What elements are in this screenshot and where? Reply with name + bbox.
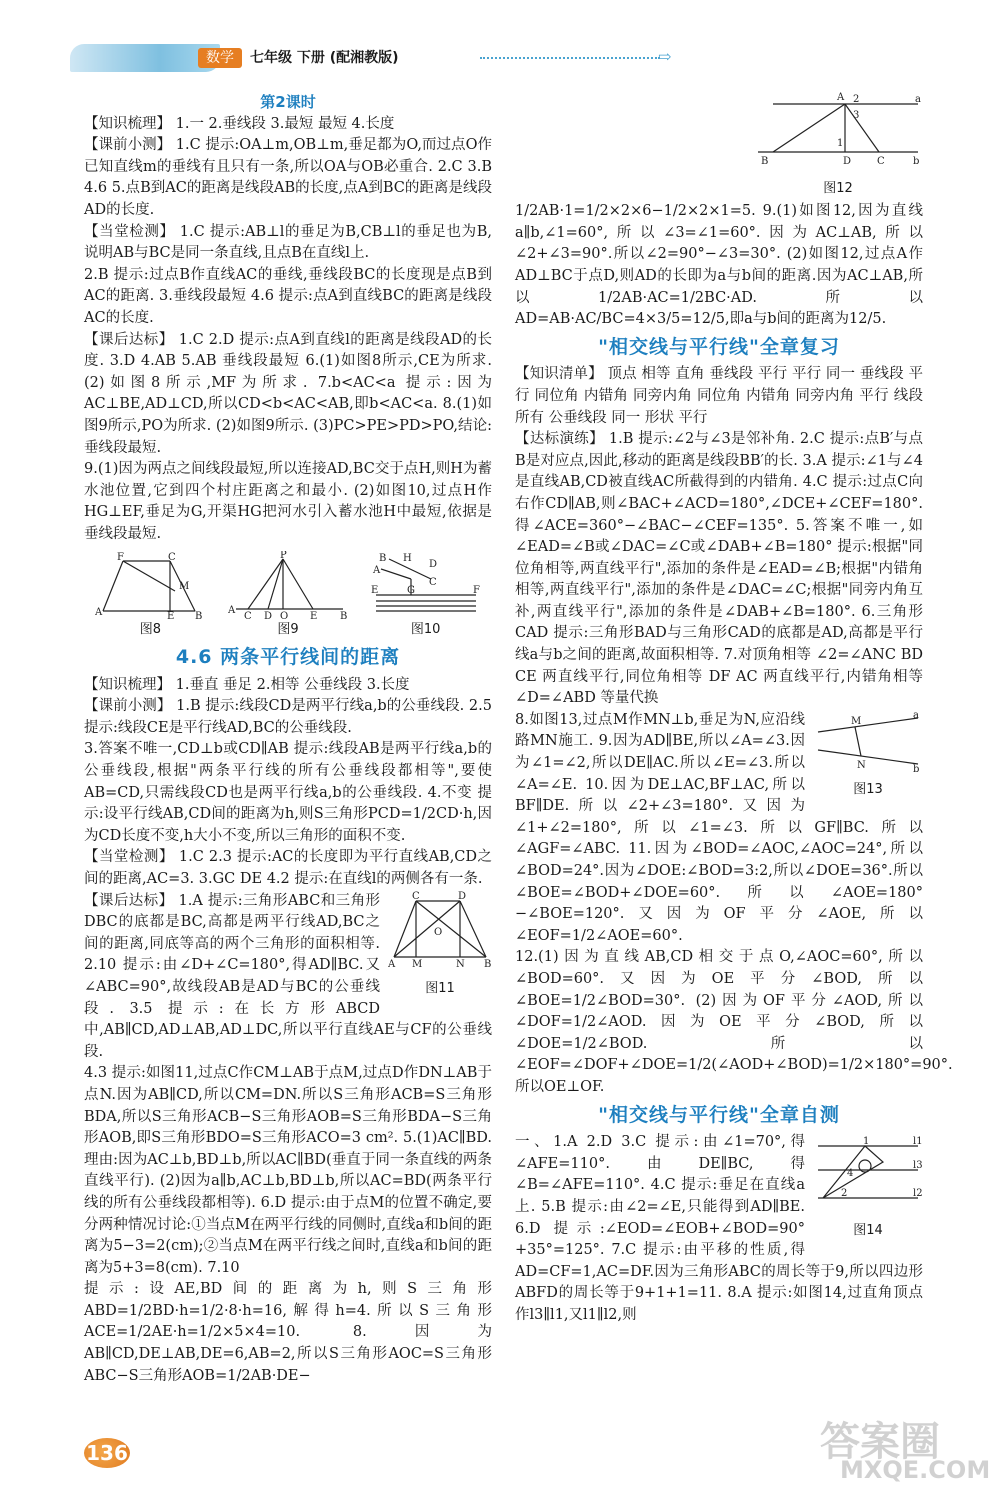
figure-caption: 图14: [853, 1222, 883, 1238]
answer-paragraph: 12.(1)因为直线AB,CD相交于点O,∠AOC=60°,所以∠BOD=60°.又因为OE平分∠BOD,所以∠BOE=1/2∠BOD=30°. (2)因为OF平分∠AOD,所以∠DOF=1/2∠AOD.因为OE平分∠BOD,所以∠DOE=1/2∠BOD.所以∠EOF=∠DOF+∠DOE=1/2(∠AOD+∠BOD)=1/2×180°=90°.所以OE⊥OF.: [515, 949, 953, 1095]
svg-text:2: 2: [841, 1188, 848, 1200]
subject-tag: 数学: [198, 48, 242, 68]
svg-text:B: B: [378, 553, 386, 565]
svg-text:A: A: [227, 605, 236, 617]
figure-10: [371, 551, 481, 641]
section-title: 4.6 两条平行线间的距离: [175, 646, 401, 669]
svg-text:1: 1: [837, 138, 844, 149]
header-text: 七年级 下册 (配湘教版): [250, 50, 399, 66]
svg-text:B: B: [761, 156, 769, 167]
header-dotted-line: [480, 57, 660, 59]
figure-11: [388, 891, 492, 1000]
svg-text:a: a: [913, 709, 919, 721]
svg-text:2: 2: [853, 94, 860, 105]
answer-paragraph: 9.(1)因为两点之间线段最短,所以连接AD,BC交于点H,则H为蓄水池位置,它到四个村庄距离之和最小. (2)如图10,过点H作HG⊥EF,垂足为G,开渠HG把河水引入蓄水池H中最短,依据是垂线段最短.: [84, 461, 492, 542]
answer-paragraph: 【课后达标】 1.A 提示:三角形ABC和三角形DBC的底都是BC,高都是两平行线AD,BC之间的距离,同底等高的两个三角形的面积相等. 2.10 提示:由∠D+∠C=180°,得AD∥BC.又∠ABC=90°,故线段AB是AD与BC的公垂线段. 3.5 提示:在长方形ABCD中,AB∥CD,AD⊥AB,AD⊥DC,所以平行直线AE与CF的公垂线段.: [84, 892, 492, 1060]
watermark: [820, 1410, 990, 1486]
answer-paragraph: 提示:设AE,BD间的距离为h,则S三角形ABD=1/2BD·h=1/2·8·h=16,解得h=4.所以S三角形ACE=1/2AE·h=1/2×5×4=10. 8.因为AB∥CD,DE⊥AB,DE=6,AB=2,所以S三角形AOC=S三角形ABC−S三角形AOB=1/2AB·DE−: [84, 1281, 492, 1384]
answer-paragraph: 8.如图13,过点M作MN⊥b,垂足为N,应沿线路MN施工. 9.因为AD∥BE,所以∠A=∠3.因为∠1=∠2,所以DE∥AC.所以∠E=∠3.所以∠A=∠E. 10.因为DE⊥AC,BF⊥AC,所以BF∥DE.所以∠2+∠3=180°.又因为∠1+∠2=180°,所以∠1=∠3.所以GF∥BC.所以∠AGF=∠ABC. 11.因为∠BOD=∠AOC,∠AOC=24°,所以∠BOD=24°.因为∠DOE:∠BOD=3:2,所以∠DOE=36°.所以∠BOE=∠BOD+∠DOE=60°.所以∠AOE=180°−∠BOE=120°.又因为OF平分∠AOE,所以∠EOF=1/2∠AOE=60°.: [515, 711, 923, 944]
svg-text:a: a: [915, 94, 921, 105]
watermark-url: MXQE.COM: [840, 1456, 991, 1484]
figure-9-diagram: [228, 551, 348, 619]
watermark-line: 答案圈: [820, 1419, 940, 1465]
figure-caption: 图11: [425, 981, 455, 997]
svg-text:3: 3: [853, 110, 860, 121]
svg-text:D: D: [263, 611, 273, 620]
figure-14: [813, 1132, 923, 1241]
svg-text:F: F: [117, 552, 125, 564]
svg-text:C: C: [412, 890, 420, 902]
figure-row: [84, 551, 492, 641]
answer-paragraph: 3.答案不唯一,CD⊥b或CD∥AB 提示:线段AB是两平行线a,b的公垂线段,根据"两条平行线的所有公垂线段都相等",要使AB=CD,只需线段CD也是两平行线a,b的公垂线段. 4.不变 提示:设平行线AB,CD间的距离为h,则S三角形PCD=1/2CD·h,因为CD长度不变,h大小不变,所以三角形的面积不变.: [84, 741, 492, 844]
figure-caption: 图13: [853, 782, 883, 798]
svg-text:C: C: [243, 611, 252, 620]
figure-caption: 图9: [277, 622, 299, 638]
figure-13-diagram: [813, 710, 923, 772]
svg-text:B: B: [484, 958, 492, 970]
svg-text:A: A: [837, 92, 845, 103]
svg-text:G: G: [406, 585, 415, 597]
figure-12: [753, 90, 923, 199]
section-title: "相交线与平行线"全章自测: [598, 1103, 840, 1126]
answer-paragraph: 【知识梳理】 1.一 2.垂线段 3.最短 最短 4.长度: [84, 115, 395, 132]
figure-8-diagram: [95, 551, 205, 619]
svg-text:4: 4: [847, 1168, 854, 1180]
svg-text:1: 1: [863, 1136, 870, 1148]
svg-text:O: O: [434, 926, 443, 938]
svg-text:C: C: [168, 552, 176, 564]
svg-text:M: M: [179, 581, 190, 593]
figure-8: [95, 551, 205, 641]
answer-paragraph: 【知识梳理】 1.垂直 垂足 2.相等 公垂线段 3.长度: [84, 676, 410, 693]
figure-10-diagram: [371, 551, 481, 619]
figure-13: [813, 710, 923, 801]
figure-12-diagram: [753, 90, 923, 170]
page-number: 136: [84, 1438, 130, 1468]
svg-text:O: O: [279, 611, 289, 620]
arrow-icon: ⇨: [658, 47, 672, 66]
answer-paragraph: 【课后达标】 1.C 2.D 提示:点A到直线l的距离是线段AD的长度. 3.D 4.AB 5.AB 垂线段最短 6.(1)如图8所示,CE为所求. (2)如图8所示,MF为所求. 7.b<AC<a 提示:因为AC⊥BE,AD⊥CD,所以CD<b<AC<AB,即b<AC<a. 8.(1)如图9所示,PO为所求. (2)如图9所示. (3)PC>PE>PD>PO,结论:垂线段最短.: [84, 331, 492, 456]
svg-text:l1: l1: [913, 1136, 923, 1148]
svg-text:B: B: [339, 611, 348, 620]
answer-paragraph: 2.B 提示:过点B作直线AC的垂线,垂线段BC的长度现是点B到AC的距离. 3.垂线段最短 4.6 提示:点A到直线BC的距离是线段AC的长度.: [84, 266, 492, 326]
svg-text:A: A: [95, 607, 103, 619]
lesson-title: 第2课时: [260, 93, 316, 111]
answer-paragraph: 【当堂检测】 1.C 提示:AB⊥l的垂足为B,CB⊥l的垂足也为B,说明AB与BC是同一条直线,且点B在直线l上.: [84, 223, 492, 262]
svg-text:l2: l2: [913, 1188, 923, 1200]
svg-text:D: D: [843, 156, 852, 167]
figure-caption: 图12: [823, 180, 853, 196]
svg-text:A: A: [372, 565, 380, 577]
answer-paragraph: 1/2AB·1=1/2×2×6−1/2×2×1=5. 9.(1)如图12,因为直线a∥b,∠1=60°,所以∠3=∠1=60°.因为AC⊥AB,所以∠2+∠3=90°.所以∠2=90°−∠3=30°. (2)如图12,过点A作AD⊥BC于点D,则AD的长即为a与b间的距离.因为AC⊥AB,所以1/2AB·AC=1/2BC·AD.所以AD=AB·AC/BC=4×3/5=12/5,即a与b间的距离为12/5.: [515, 203, 923, 328]
figure-caption: 图10: [410, 622, 441, 638]
svg-text:P: P: [279, 551, 287, 562]
svg-text:E: E: [309, 611, 318, 620]
svg-text:D: D: [428, 559, 437, 571]
svg-text:N: N: [456, 958, 465, 970]
svg-text:C: C: [877, 156, 885, 167]
svg-text:B: B: [195, 611, 203, 620]
svg-text:E: E: [167, 611, 175, 620]
svg-text:b: b: [913, 156, 920, 167]
svg-text:C: C: [428, 577, 437, 589]
answer-paragraph: 【达标演练】 1.B 提示:∠2与∠3是邻补角. 2.C 提示:点B′与点B是对应点,因此,移动的距离是线段BB′的长. 3.A 提示:∠1与∠4是直线AB,CD被直线AC所截得到的内错角. 4.C 提示:过点C向右作CD∥AB,则∠BAC+∠ACD=180°,∠DCE+∠CEF=180°.得∠ACE=360°−∠BAC−∠CEF=135°. 5.答案不唯一,如∠EAD=∠B或∠DAC=∠C或∠DAB+∠B=180° 提示:根据"同位角相等,两直线平行",添加的条件是∠EAD=∠B;根据"内错角相等,两直线平行",添加的条件是∠DAC=∠C;根据"同旁内角互补,两直线平行",添加的条件是∠DAB+∠B=180°. 6.三角形CAD 提示:三角形BAD与三角形CAD的底都是AD,高都是平行线a与b之间的距离,故面积相等. 7.对顶角相等 ∠2=∠ANC BD CE 两直线平行,同位角相等 DF AC 两直线平行,内错角相等 ∠D=∠ABD 等量代换: [515, 431, 923, 707]
figure-11-diagram: [388, 891, 492, 971]
svg-text:M: M: [412, 958, 423, 970]
svg-text:l3: l3: [913, 1160, 923, 1172]
svg-text:F: F: [472, 585, 480, 597]
svg-text:b: b: [913, 763, 920, 772]
right-column: [515, 90, 953, 1326]
page-header: [70, 40, 680, 80]
figure-14-diagram: [813, 1132, 923, 1212]
answer-paragraph: 【当堂检测】 1.C 2.3 提示:AC的长度即为平行直线AB,CD之间的距离,AC=3. 3.GC DE 4.2 提示:在直线l的两侧各有一条.: [84, 849, 492, 887]
answer-paragraph: 【课前小测】 1.B 提示:线段CD是两平行线a,b的公垂线段. 2.5 提示:线段CE是平行线AD,BC的公垂线段.: [84, 698, 492, 736]
svg-text:E: E: [370, 585, 378, 597]
svg-text:D: D: [458, 890, 467, 902]
answer-paragraph: 【知识清单】 顶点 相等 直角 垂线段 平行 平行 同一 垂线段 平行 同位角 内错角 同旁内角 同位角 内错角 同旁内角 平行 线段 所有 公垂线段 同一 形状 平行: [515, 366, 923, 426]
svg-text:A: A: [388, 958, 396, 970]
figure-9: [228, 551, 348, 641]
answer-paragraph: 一、1.A 2.D 3.C 提示:由∠1=70°,得∠AFE=110°.由DE∥BC,得∠B=∠AFE=110°. 4.C 提示:垂足在直线a上. 5.B 提示:由∠2=∠E,只能得到AD∥BE. 6.D 提示:∠EOD=∠EOB+∠BOD=90°+35°=125°. 7.C 提示:由平移的性质,得AD=CF=1,AC=DF.因为三角形ABC的周长等于9,所以四边形ABFD的周长等于9+1+1=11. 8.A 提示:如图14,过直角顶点作l3∥l1,又l1∥l2,则: [515, 1134, 923, 1323]
answer-paragraph: 4.3 提示:如图11,过点C作CM⊥AB于点M,过点D作DN⊥AB于点N.因为AB∥CD,所以CM=DN.所以S三角形ACB=S三角形BDA,所以S三角形ACB−S三角形AOB=S三角形BDA−S三角形AOB,即S三角形BDO=S三角形ACO=3 cm². 5.(1)AC∥BD.理由:因为AC⊥b,BD⊥b,所以AC∥BD(垂直于同一条直线的两条直线平行). (2)因为a∥b,AC⊥b,BD⊥b,所以AC=BD(两条平行线的所有公垂线段都相等). 6.D 提示:由于点M的位置不确定,要分两种情况讨论:①当点M在两平行线的同侧时,直线a和b间的距离为5−3=2(cm);②当点M在两平行线之间时,直线a和b间的距离为5+3=8(cm). 7.10: [84, 1065, 492, 1276]
answer-paragraph: 【课前小测】 1.C 提示:OA⊥m,OB⊥m,垂足都为O,而过点O作已知直线m的垂线有且只有一条,所以OA与OB必重合. 2.C 3.B 4.6 5.点B到AC的距离是线段AB的长度,点A到BC的距离是线段AD的长度.: [84, 137, 492, 218]
svg-text:M: M: [851, 715, 862, 727]
section-title: "相交线与平行线"全章复习: [598, 335, 840, 358]
svg-text:N: N: [857, 759, 866, 771]
figure-caption: 图8: [139, 622, 161, 638]
svg-text:H: H: [402, 553, 412, 565]
left-column: [84, 92, 492, 1387]
